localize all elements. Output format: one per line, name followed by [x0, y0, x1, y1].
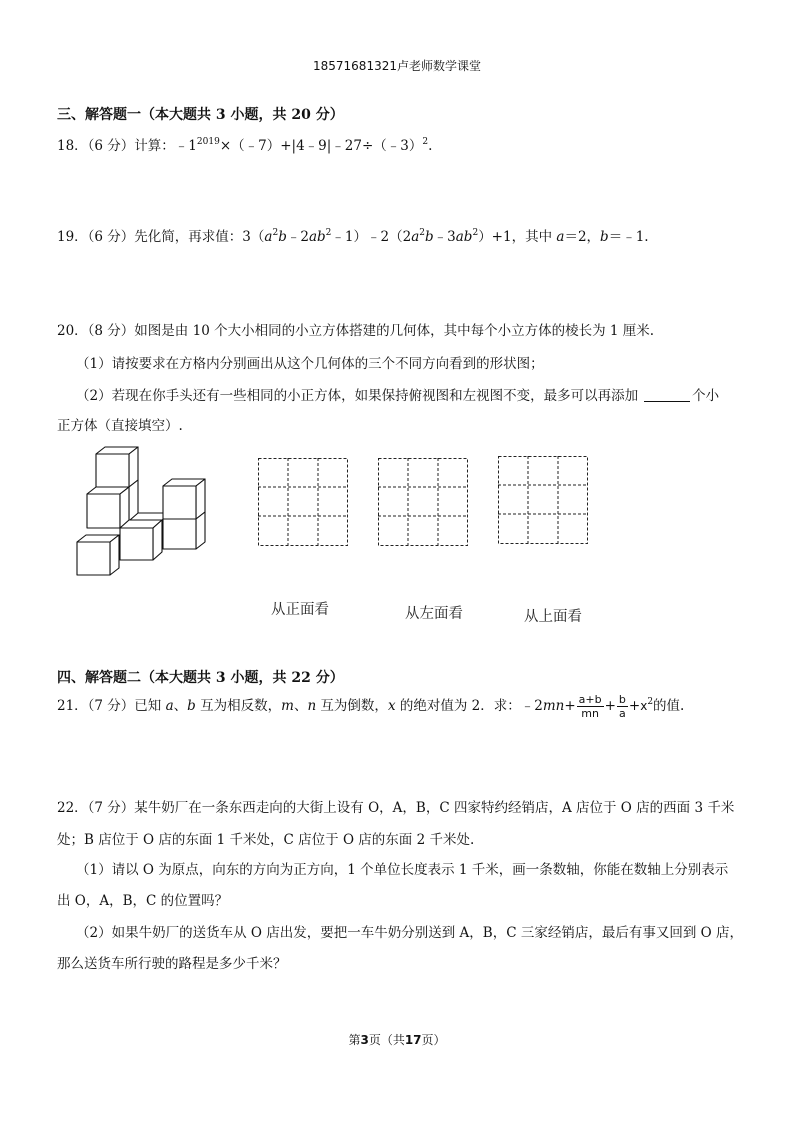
cube-side-face: [110, 535, 119, 575]
question-18: 18．（6 分）计算：$﹣1^{2019}\times(﹣7)+|4﹣9|﹣27\div(﹣3)^2$.: [57, 137, 433, 154]
question-20-intro: 20．（8 分）如图是由 10 个大小相同的小立方体搭建的几何体，其中每个小立方体的棱长为 1 厘米.: [57, 323, 655, 339]
left-view-label: 从左面看: [405, 606, 463, 622]
page-footer: 第3页（共17页）: [348, 1033, 446, 1047]
cube-front-face: [163, 519, 196, 549]
cube-front-face: [77, 542, 110, 575]
top-view-grid[interactable]: [498, 456, 588, 544]
fraction-b-over-a: $\frac{b}{a}$: [618, 693, 626, 720]
front-view-label: 从正面看: [271, 602, 329, 618]
cube-front-face: [120, 528, 153, 560]
fraction-a-plus-b-over-mn: $\frac{a+b}{mn}$: [578, 693, 602, 720]
top-view-label: 从上面看: [524, 609, 582, 625]
question-20-part-2-cont: 正方体（直接填空）.: [57, 418, 183, 434]
question-22-part-1: （1）请以 O 为原点，向东的方向为正方向，1 个单位长度表示 1 千米，画一条数轴，你能在数轴上分别表示: [76, 862, 729, 878]
question-19: 19．（6 分）先化简，再求值：$3(a^2b﹣2ab^2﹣1)﹣2(2a^2b﹣3ab^2)+1$，其中 a＝2，b＝﹣1.: [57, 228, 649, 245]
cube-front-face: [96, 454, 129, 487]
cube-front-face: [163, 486, 196, 519]
question-22-line-1: 22．（7 分）某牛奶厂在一条东西走向的大街上设有 O，A，B，C 四家特约经销店，A 店位于 O 店的西面 3 千米: [57, 800, 735, 816]
front-view-grid[interactable]: [258, 458, 348, 546]
section-4-title: 四、解答题二（本大题共 3 小题，共 22 分）: [57, 670, 344, 686]
cube-side-face: [196, 512, 205, 549]
question-22-part-2-cont: 那么送货车所行驶的路程是多少千米？: [57, 956, 287, 972]
cube-stack-figure: [72, 446, 218, 580]
question-20-part-1: （1）请按要求在方格内分别画出从这个几何体的三个不同方向看到的形状图；: [76, 356, 544, 372]
cube-front-face: [87, 494, 120, 528]
page-header: 18571681321卢老师数学课堂: [313, 59, 481, 73]
question-21: 21．（7 分）已知 a、b 互为相反数，m、n 互为倒数，x 的绝对值为 2．求：﹣2mn+ $\frac{a+b}{mn}$ + $\frac{b}{a}$ $+x^2$的值.: [57, 693, 685, 720]
question-22-part-1-cont: 出 O，A，B，C 的位置吗？: [57, 893, 229, 909]
section-3-title: 三、解答题一（本大题共 3 小题，共 20 分）: [57, 107, 344, 123]
left-view-grid[interactable]: [378, 458, 468, 546]
question-22-line-2: 处；B 店位于 O 店的东面 1 千米处，C 店位于 O 店的东面 2 千米处.: [57, 832, 475, 848]
question-22-part-2: （2）如果牛奶厂的送货车从 O 店出发，要把一车牛奶分别送到 A，B，C 三家经销店，最后有事又回到 O 店，: [76, 925, 743, 941]
answer-blank[interactable]: [644, 389, 690, 402]
question-20-part-2: （2）若现在你手头还有一些相同的小正方体，如果保持俯视图和左视图不变，最多可以再添加 个小: [76, 388, 720, 404]
